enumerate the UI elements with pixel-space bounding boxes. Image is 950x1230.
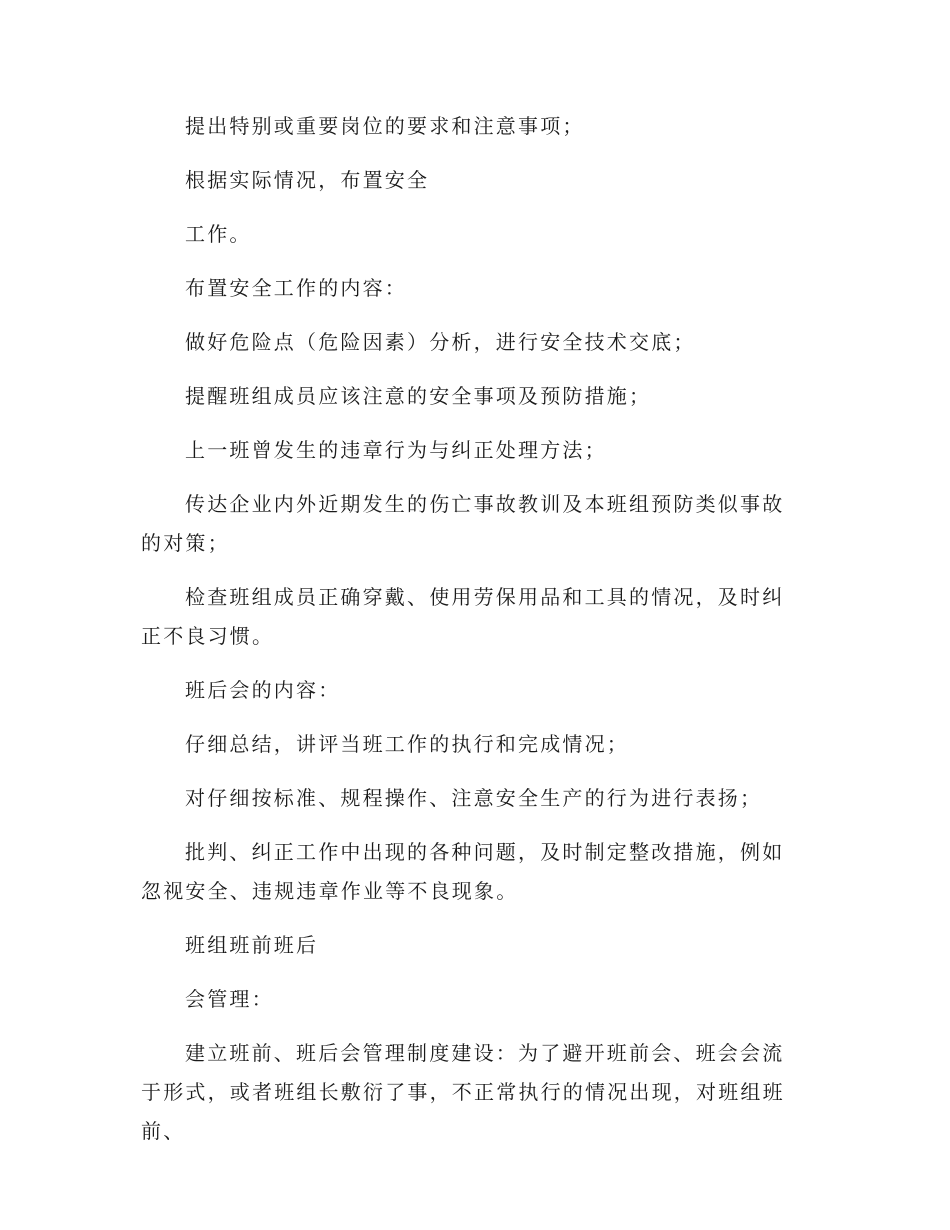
paragraph: 提醒班组成员应该注意的安全事项及预防措施； [185,384,652,408]
paragraph: 批判、纠正工作中出现的各种问题，及时制定整改措施，例如忽视安全、违规违章作业等不良现象。 [141,840,785,903]
paragraph: 布置安全工作的内容： [185,276,407,300]
paragraph: 做好危险点（危险因素）分析，进行安全技术交底； [185,330,696,354]
paragraph: 提出特别或重要岗位的要求和注意事项； [185,114,585,138]
paragraph: 仔细总结，讲评当班工作的执行和完成情况； [185,732,629,756]
paragraph: 建立班前、班后会管理制度建设：为了避开班前会、班会会流于形式，或者班组长敷衍了事，不正常执行的情况出现，对班组班前、 [141,1041,785,1143]
document-body [141,107,801,1166]
paragraph: 传达企业内外近期发生的伤亡事故教训及本班组预防类似事故的对策； [141,492,785,555]
paragraph: 对仔细按标准、规程操作、注意安全生产的行为进行表扬； [185,786,763,810]
paragraph: 检查班组成员正确穿戴、使用劳保用品和工具的情况，及时纠正不良习惯。 [141,585,785,648]
paragraph: 班后会的内容： [185,678,341,702]
paragraph: 上一班曾发生的违章行为与纠正处理方法； [185,438,607,462]
paragraph: 工作。 [185,222,252,246]
paragraph: 会管理： [185,987,274,1011]
paragraph: 班组班前班后 [185,933,319,957]
paragraph: 根据实际情况，布置安全 [185,168,430,192]
